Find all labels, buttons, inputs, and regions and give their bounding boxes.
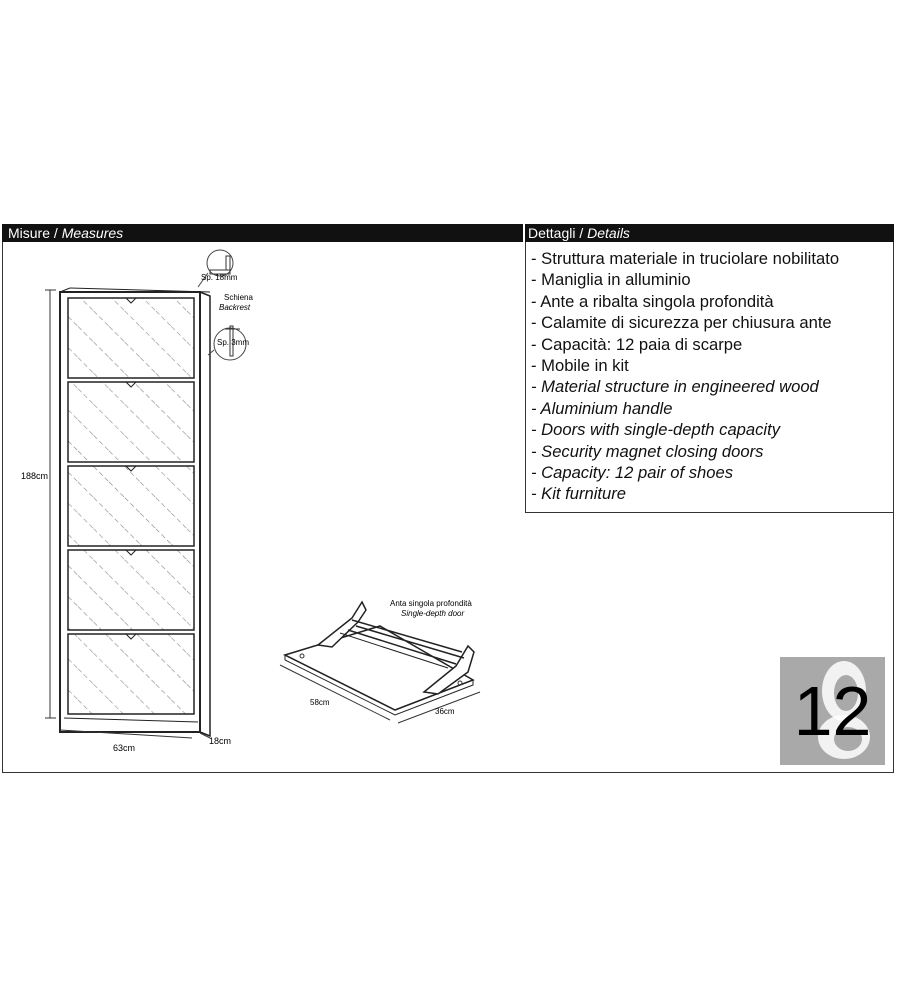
depth-label: 18cm — [209, 736, 232, 746]
backrest-thickness-label: Sp. 3mm — [217, 338, 250, 347]
single-depth-door-drawing — [280, 599, 480, 723]
details-header-it: Dettagli — [528, 225, 576, 241]
details-header-en: Details — [587, 225, 630, 241]
details-header-sep: / — [575, 225, 588, 241]
door-width-label: 58cm — [310, 698, 330, 707]
height-label: 188cm — [21, 471, 49, 481]
measures-header-sep: / — [50, 225, 62, 241]
cabinet-door — [68, 382, 194, 462]
details-item: - Kit furniture — [531, 484, 626, 504]
backrest-label-it: Schiena — [224, 293, 253, 302]
details-item: - Calamite di sicurezza per chiusura ante — [531, 313, 832, 333]
cabinet-base — [64, 718, 198, 722]
details-item: - Capacity: 12 pair of shoes — [531, 463, 733, 483]
details-item: - Mobile in kit — [531, 356, 629, 376]
capacity-badge — [780, 657, 885, 765]
details-item: - Capacità: 12 paia di scarpe — [531, 334, 743, 354]
width-label: 63cm — [113, 743, 136, 753]
top-thickness-label: Sp. 18mm — [201, 273, 238, 282]
cabinet-door — [68, 550, 194, 630]
cabinet-side-panel — [200, 292, 210, 736]
shoe-cabinet-drawing — [21, 250, 253, 753]
backrest-label-en: Backrest — [219, 303, 251, 312]
cabinet-doors — [68, 298, 194, 714]
details-item: - Material structure in engineered wood — [531, 377, 819, 397]
details-item: - Aluminium handle — [531, 398, 673, 418]
cabinet-door — [68, 466, 194, 546]
details-item: - Ante a ribalta singola profondità — [531, 291, 774, 311]
door-title-en: Single-depth door — [401, 609, 465, 618]
details-item: - Doors with single-depth capacity — [531, 420, 781, 440]
door-title-it: Anta singola profondità — [390, 599, 472, 608]
door-width-dimension-line — [280, 665, 390, 720]
measures-header-it: Misure — [8, 225, 51, 241]
capacity-number: 12 — [793, 672, 872, 750]
cabinet-door — [68, 298, 194, 378]
cabinet-door — [68, 634, 194, 714]
details-item: - Struttura materiale in truciolare nobilitato — [531, 249, 840, 268]
details-item: - Maniglia in alluminio — [531, 270, 691, 290]
door-hinge-left — [318, 602, 366, 647]
door-depth-label: 36cm — [435, 707, 455, 716]
details-item: - Security magnet closing doors — [531, 441, 764, 461]
measures-header-en: Measures — [61, 225, 124, 241]
